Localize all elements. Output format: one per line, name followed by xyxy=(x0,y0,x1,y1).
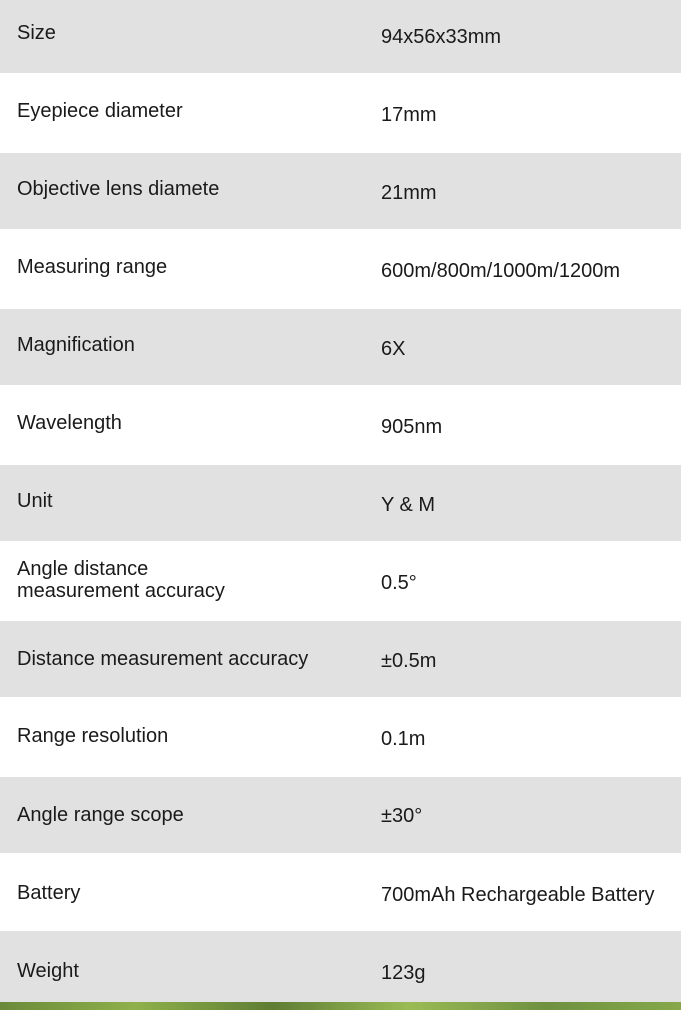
spec-label: Wavelength xyxy=(17,412,122,434)
spec-value: Y & M xyxy=(381,494,436,516)
spec-value: 123g xyxy=(381,962,426,984)
spec-label: Angle range scope xyxy=(17,804,184,826)
spec-value: ±30° xyxy=(381,805,423,827)
spec-label: Unit xyxy=(17,490,53,512)
spec-value: 6X xyxy=(381,338,406,360)
spec-value: 700mAh Rechargeable Battery xyxy=(381,884,655,906)
spec-label: Battery xyxy=(17,882,81,904)
spec-label: Magnification xyxy=(17,334,135,356)
spec-row-battery xyxy=(0,853,681,931)
spec-row-measuring-range xyxy=(0,229,681,309)
spec-value: 94x56x33mm xyxy=(381,26,502,48)
spec-row-range-resolution xyxy=(0,697,681,777)
spec-label: Distance measurement accuracy xyxy=(17,648,309,670)
spec-value: 21mm xyxy=(381,182,437,204)
spec-value: 600m/800m/1000m/1200m xyxy=(381,260,621,282)
spec-value: 0.1m xyxy=(381,728,426,750)
spec-label: Objective lens diamete xyxy=(17,178,220,200)
spec-value: 0.5° xyxy=(381,572,417,594)
spec-label: Range resolution xyxy=(17,725,169,747)
spec-value: 905nm xyxy=(381,416,443,438)
spec-row-objective-lens-diameter xyxy=(0,153,681,229)
spec-row-unit xyxy=(0,465,681,541)
spec-row-eyepiece-diameter xyxy=(0,73,681,153)
spec-label: Measuring range xyxy=(17,256,168,278)
spec-row-angle-distance-accuracy xyxy=(0,541,681,621)
spec-row-wavelength xyxy=(0,385,681,465)
spec-value: 17mm xyxy=(381,104,437,126)
spec-value: ±0.5m xyxy=(381,650,437,672)
spec-label: Eyepiece diameter xyxy=(17,100,183,122)
spec-row-angle-range-scope xyxy=(0,777,681,853)
spec-label: Angle distance measurement accuracy xyxy=(17,558,225,602)
spec-label: Size xyxy=(17,22,56,44)
spec-row-weight xyxy=(0,931,681,1010)
spec-row-size xyxy=(0,0,681,73)
grass-strip-image xyxy=(0,1002,681,1010)
spec-label: Weight xyxy=(17,960,79,982)
spec-row-distance-accuracy xyxy=(0,621,681,697)
spec-row-magnification xyxy=(0,309,681,385)
